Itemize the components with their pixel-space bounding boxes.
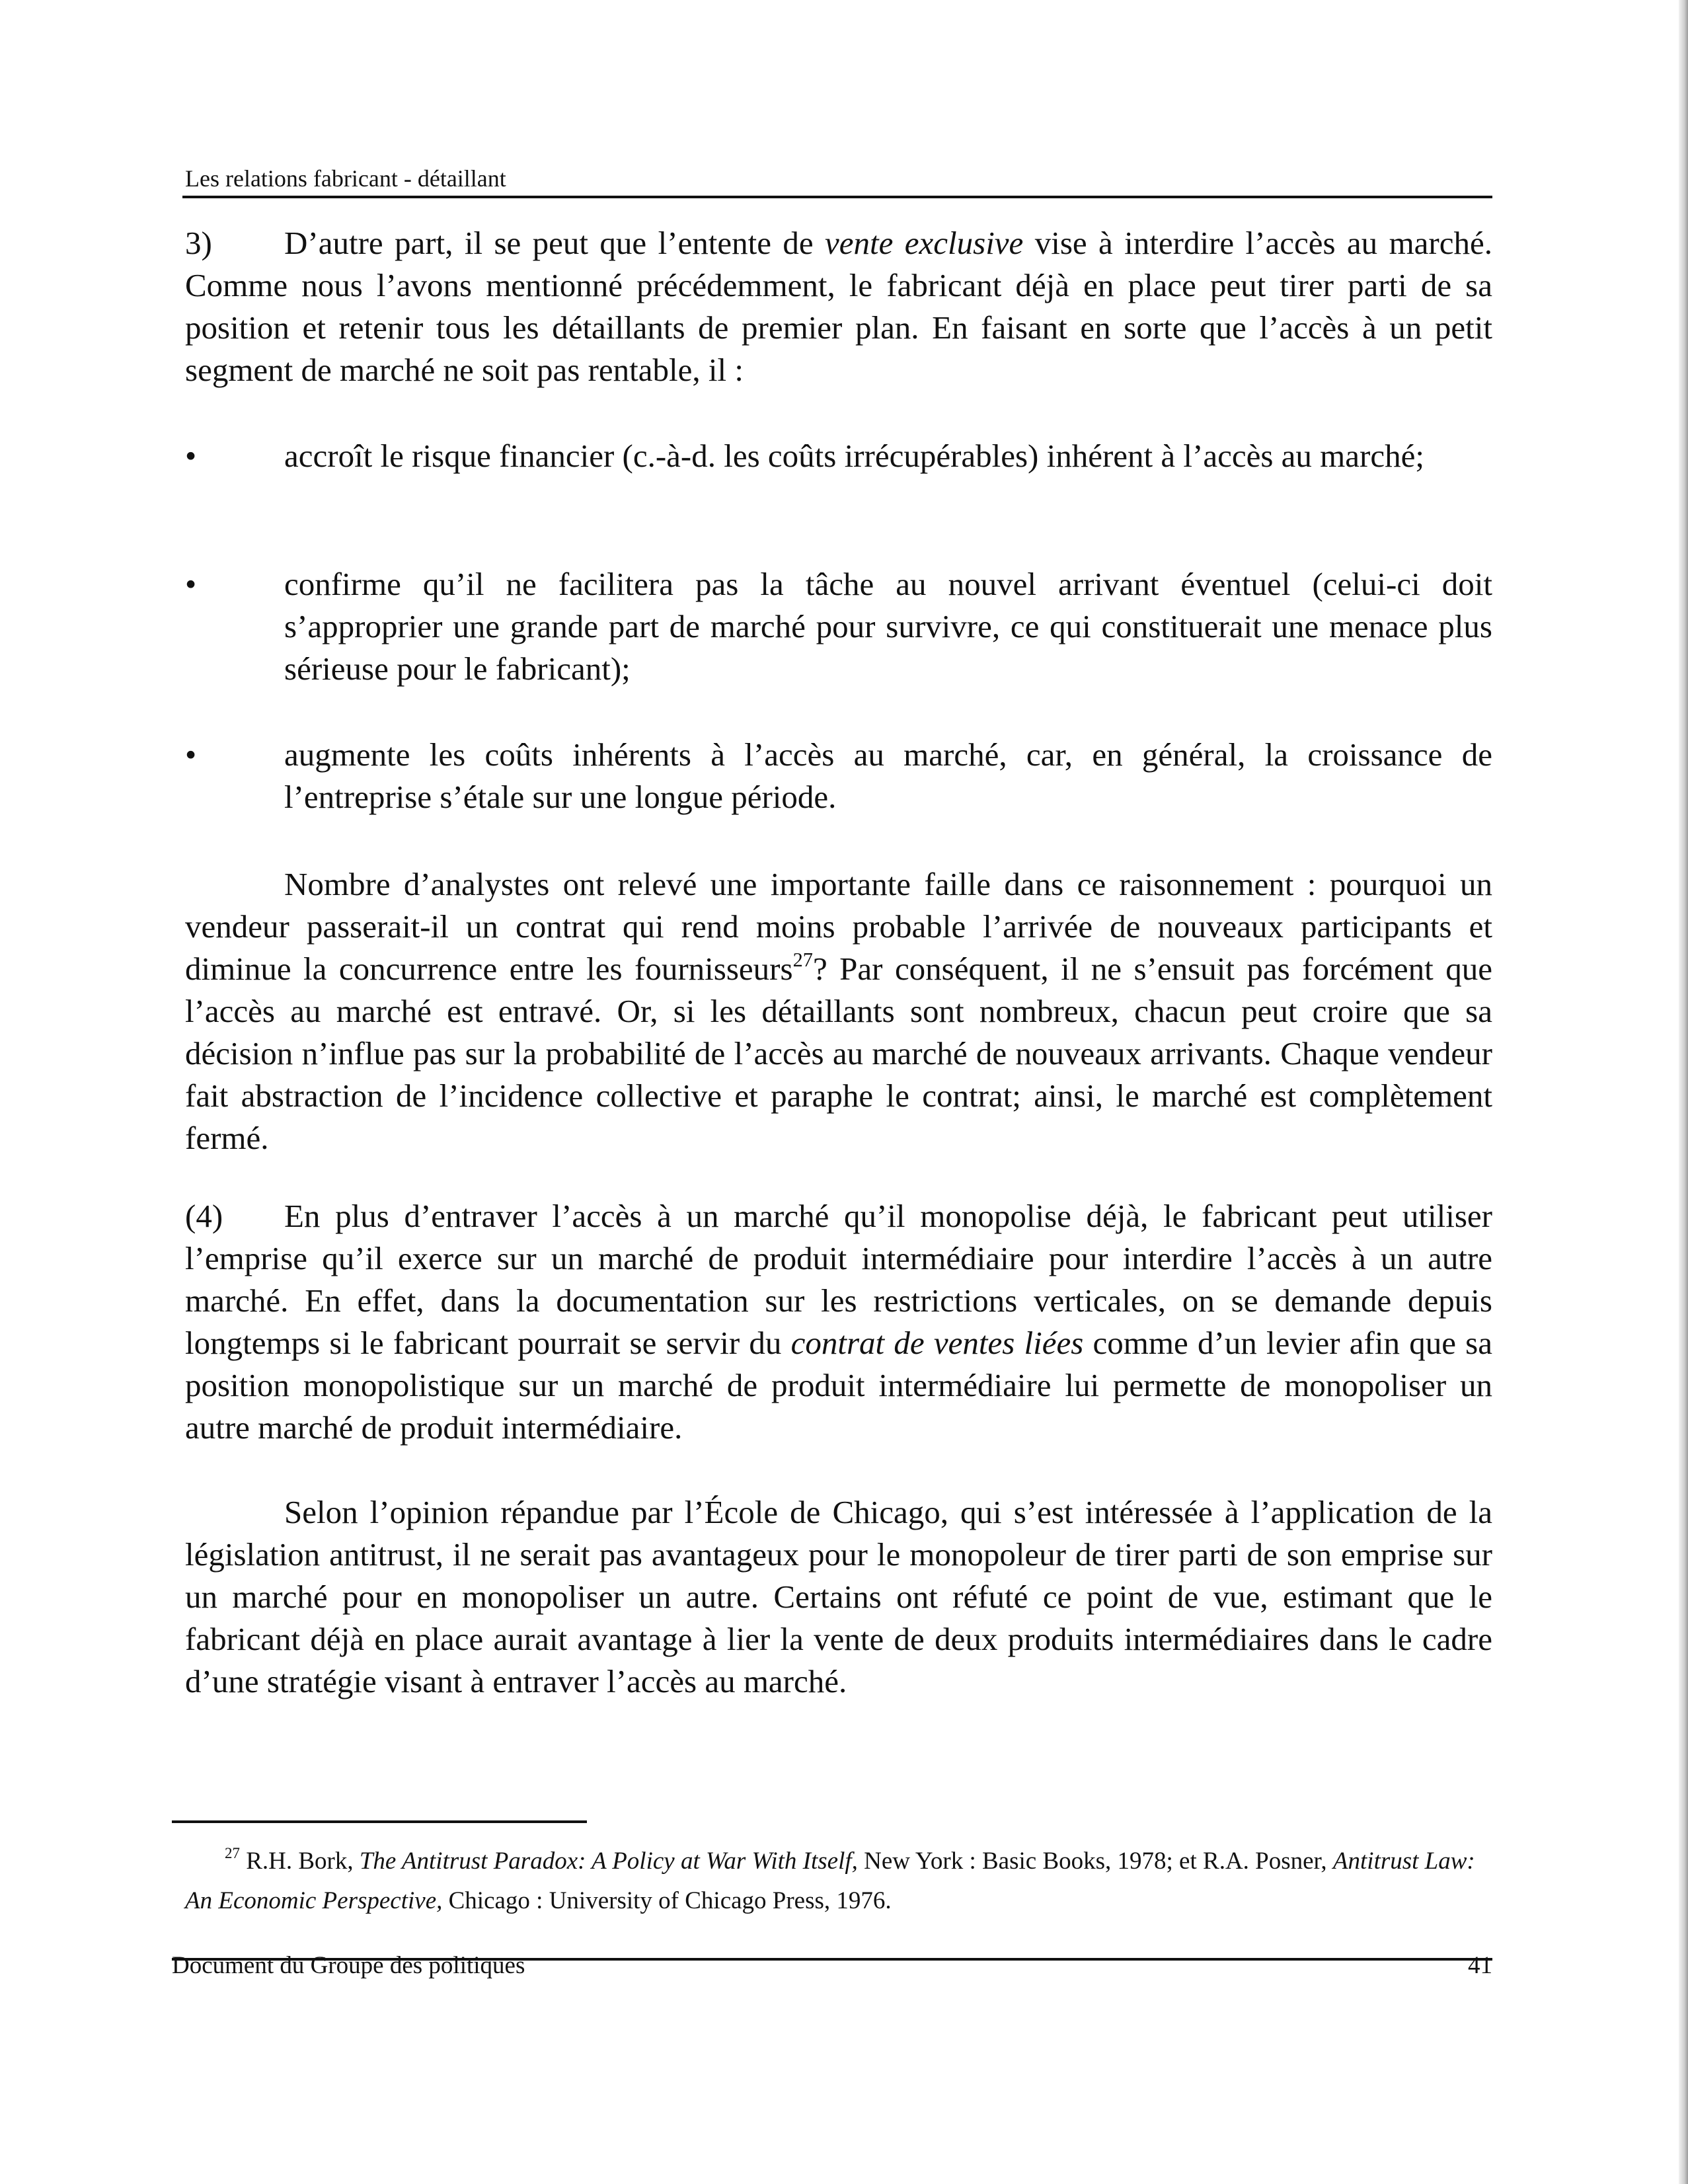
cited-title: The Antitrust Paradox: A Policy at War With Itself,	[359, 1848, 858, 1875]
bullet-text: confirme qu’il ne facilitera pas la tâche au nouvel arrivant éventuel (celui-ci doit s’approprier une grande part de marché pour survivre, ce qui constituerait une menace plus sérieuse pour le fabricant);	[284, 566, 1492, 687]
paragraph-3	[185, 222, 1492, 391]
footnote-27: $^{27}$ R.H. Bork, The Antitrust Paradox: A Policy at War With Itself, New York : Basic Books, 1978; et R.A. Posner, Antitrust Law: An Economic Perspective, Chicago : University of Chicago Press, 1976.	[185, 1845, 1475, 1914]
bullet-item-2	[185, 563, 1492, 690]
paragraph-text: D’autre part, il se peut que l’entente de	[284, 225, 825, 261]
paragraph-number: (4)	[185, 1198, 223, 1234]
emphasis-term: contrat de ventes liées	[790, 1325, 1084, 1361]
bullet-text: augmente les coûts inhérents à l’accès au marché, car, en général, la croissance de l’entreprise s’étale sur une longue période.	[284, 736, 1492, 815]
paragraph-analysts	[185, 863, 1492, 1159]
header-rule	[182, 196, 1492, 198]
paragraph-chicago	[185, 1491, 1492, 1703]
footer-rule	[172, 1958, 1492, 1961]
page-number: 41	[1468, 1952, 1492, 1979]
scan-edge-shadow	[1679, 0, 1688, 2184]
bullet-icon: •	[185, 736, 197, 773]
paragraph-text: En plus d’entraver l’accès à un marché qu’il monopolise déjà, le fabricant peut utiliser l’emprise qu’il exerce sur un marché de produit intermédiaire pour interdire l’accès à un autre marché. En effet, dans la documentation sur les restrictions verticales, on se demande depuis longtemps si le fabricant pourrait se servir du	[185, 1198, 1492, 1361]
bullet-icon: •	[185, 438, 197, 474]
bullet-icon: •	[185, 566, 197, 602]
paragraph-text: Selon l’opinion répandue par l’École de Chicago, qui s’est intéressée à l’application de la législation antitrust, il ne serait pas avantageux pour le monopoleur de tirer parti de son emprise sur un marché pour en monopoliser un autre. Certains ont réfuté ce point de vue, estimant que le fabricant déjà en place aurait avantage à lier la vente de deux produits intermédiaires dans le cadre d’une stratégie visant à entraver l’accès au marché.	[185, 1494, 1492, 1699]
footnote-marker: 27	[225, 1845, 240, 1862]
paragraph-text: vise à interdire l’accès au marché. Comme nous l’avons mentionné précédemment, le fabricant déjà en place peut tirer parti de sa position et retenir tous les détaillants de premier plan. En faisant en sorte que l’accès à un petit segment de marché ne soit pas rentable, il :	[185, 225, 1492, 388]
cited-title: Antitrust Law: An Economic Perspective,	[185, 1848, 1475, 1914]
bullet-item-1	[185, 435, 1492, 477]
bullet-item-3	[185, 734, 1492, 818]
running-header: Les relations fabricant - détaillant	[185, 165, 506, 192]
paragraph-text: ? Par conséquent, il ne s’ensuit pas forcément que l’accès au marché est entravé. Or, si les détaillants sont nombreux, chacun peut croire que sa décision n’influe pas sur la probabilité de l’accès au marché de nouveaux arrivants. Chaque vendeur fait abstraction de l’incidence collective et paraphe le contrat; ainsi, le marché est complètement fermé.	[185, 951, 1493, 1156]
bullet-text: accroît le risque financier (c.-à-d. les coûts irrécupérables) inhérent à l’accès au marché;	[284, 438, 1424, 474]
paragraph-text: comme d’un levier afin que sa position monopolistique sur un marché de produit intermédiaire lui permette de monopoliser un autre marché de produit intermédiaire.	[185, 1325, 1492, 1446]
emphasis-term: vente exclusive	[825, 225, 1024, 261]
footnote-rule	[172, 1820, 587, 1823]
footnote-reference: 27	[792, 948, 813, 971]
paragraph-text: Nombre d’analystes ont relevé une importante faille dans ce raisonnement : pourquoi un vendeur passerait-il un contrat qui rend moins probable l’arrivée de nouveaux participants et diminue la concurrence entre les fournisseurs	[185, 866, 1492, 987]
paragraph-4	[185, 1195, 1492, 1449]
paragraph-number: 3)	[185, 225, 212, 261]
footer-document-title: Document du Groupe des politiques	[172, 1952, 525, 1979]
